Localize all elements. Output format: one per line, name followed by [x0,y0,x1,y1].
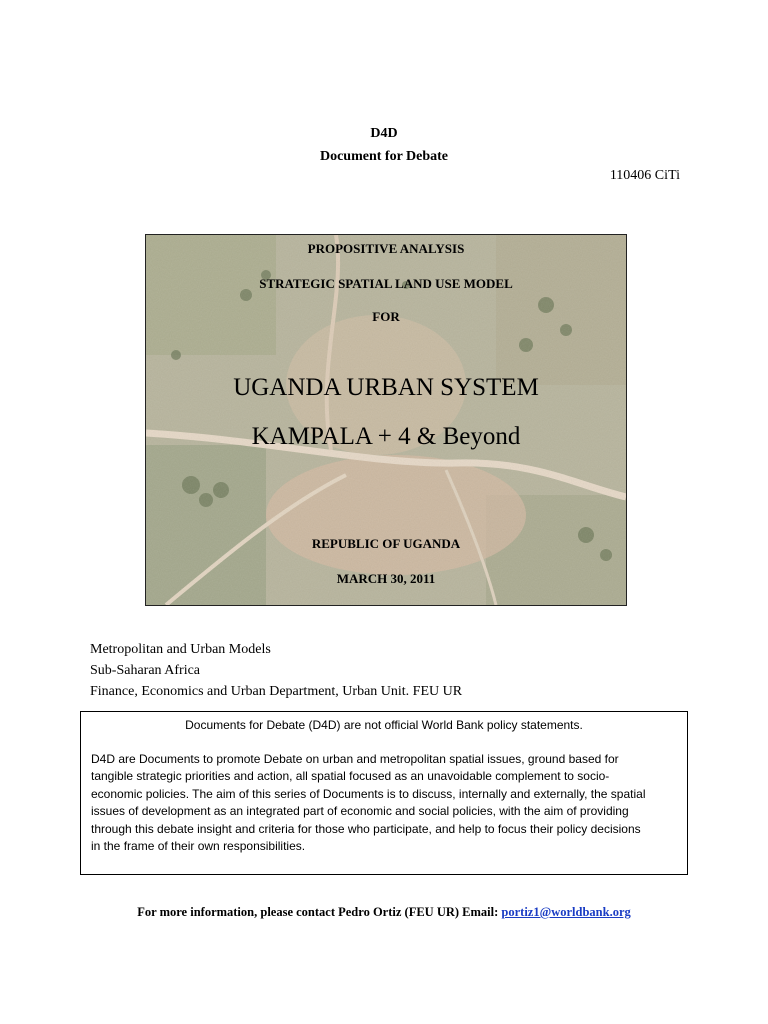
disclaimer-line: tangible strategic priorities and action, all spatial focused as an unavoidable complement to socio- [91,769,610,784]
meta-line-department: Finance, Economics and Urban Department, Urban Unit. FEU UR [90,684,463,699]
reference-code: 110406 CiTi [609,168,680,183]
document-subtitle: Document for Debate [319,149,449,164]
disclaimer-body [91,751,683,855]
contact-line [0,905,768,920]
meta-line-region: Sub-Saharan Africa [90,663,201,678]
disclaimer-line: economic policies. The aim of this series of Documents is to discuss, internally and externally, the spatial [91,786,646,801]
disclaimer-title: Documents for Debate (D4D) are not official World Bank policy statements. [185,718,583,732]
meta-line-models: Metropolitan and Urban Models [90,642,271,657]
cover-country: REPUBLIC OF UGANDA [311,536,461,551]
cover-panel [145,234,627,606]
disclaimer-line: issues of development as an integrated part of economic and social policies, with the aim of providing [91,804,629,819]
cover-title: UGANDA URBAN SYSTEM [233,374,539,401]
series-label: D4D [370,126,398,141]
contact-email-link[interactable]: portiz1@worldbank.org [501,905,631,919]
disclaimer-box [80,711,688,875]
cover-line-for: FOR [372,309,400,324]
cover-date: MARCH 30, 2011 [336,571,436,586]
disclaimer-line: D4D are Documents to promote Debate on urban and metropolitan spatial issues, ground based for [91,752,619,766]
cover-line-model: STRATEGIC SPATIAL LAND USE MODEL [259,276,513,291]
disclaimer-line: in the frame of their own responsibilities. [91,839,306,854]
cover-subtitle: KAMPALA + 4 & Beyond [251,423,521,450]
contact-text: For more information, please contact Pedro Ortiz (FEU UR) Email: [137,905,502,919]
cover-line-analysis: PROPOSITIVE ANALYSIS [307,241,465,256]
disclaimer-line: through this debate insight and criteria for those who participate, and help to focus their policy decisions [91,821,641,836]
